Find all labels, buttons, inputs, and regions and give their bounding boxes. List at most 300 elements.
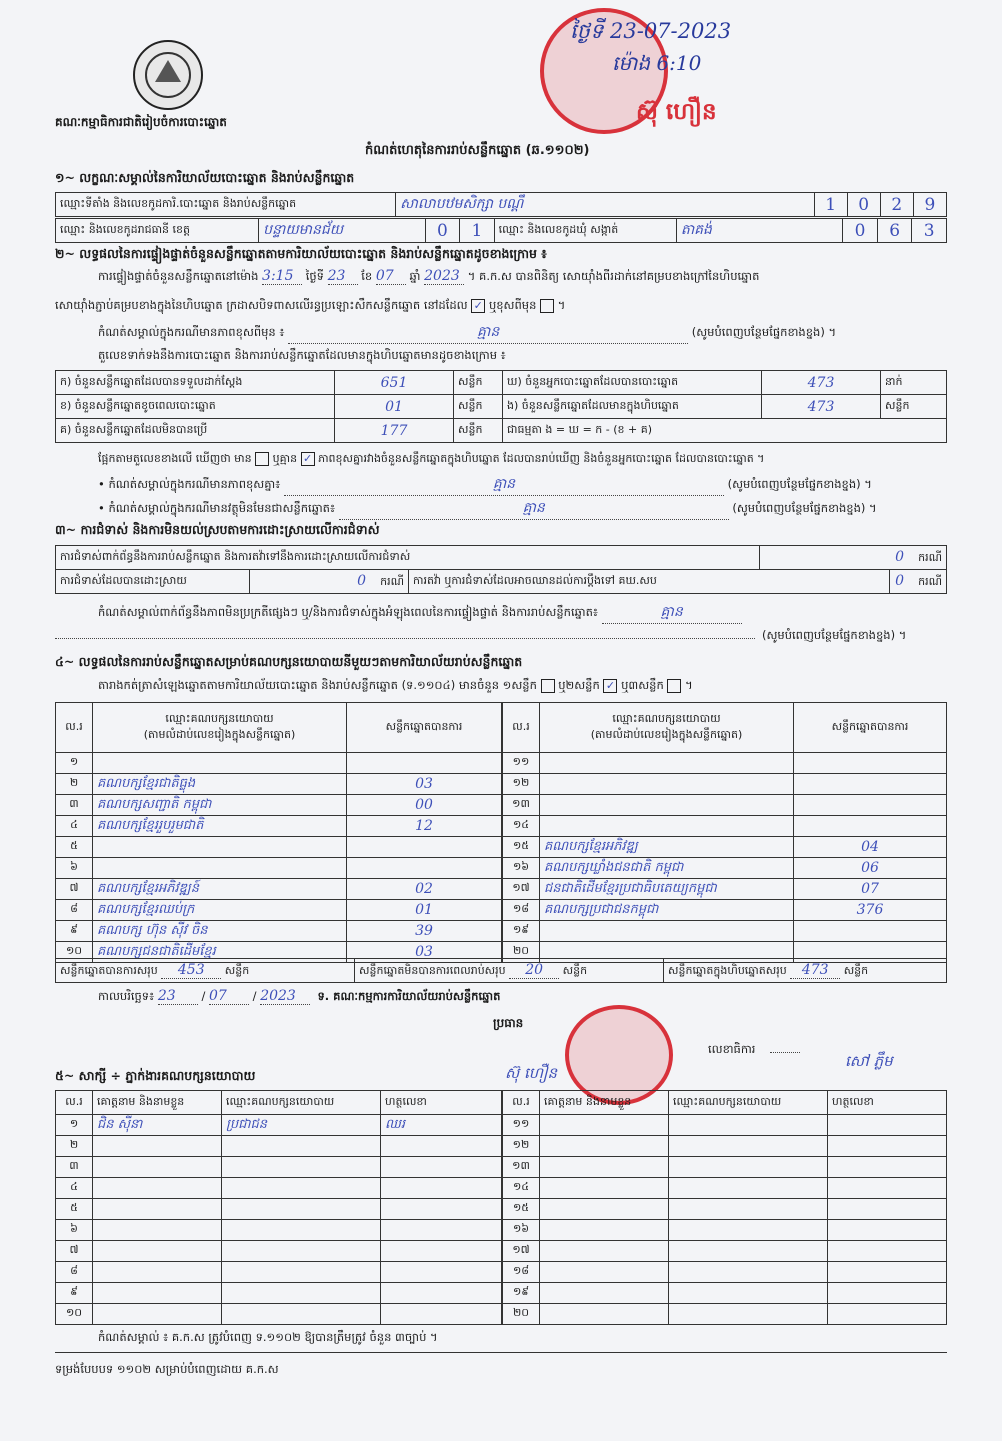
table-row bbox=[503, 1199, 947, 1220]
text: កំណត់សម្គាល់ពាក់ព័ន្ធនឹងភាពមិនប្រក្រតីផ្សេងៗ ឬ/និងការជំទាស់ក្នុងអំឡុងពេលនៃការផ្ទៀងផ្ទាត់ និងការរាប់សន្លឹកឆ្នោត៖ bbox=[98, 605, 598, 619]
table-row bbox=[503, 1136, 947, 1157]
empty-cell bbox=[540, 1304, 669, 1325]
witness-signature bbox=[381, 1304, 502, 1325]
chair-label: ប្រធាន bbox=[493, 1016, 524, 1030]
table-row bbox=[56, 879, 502, 900]
empty-cell bbox=[540, 1220, 669, 1241]
party-votes: 01 bbox=[347, 900, 502, 921]
col-party bbox=[540, 703, 794, 753]
appeal-label: ការតវ៉ា ឬការជំទាស់ដែលអាចឈានដល់ការប្ដឹងទៅ គឃ.សប bbox=[409, 570, 890, 594]
total-valid-cell bbox=[56, 959, 355, 983]
count-c-label: ង) ចំនួនសន្លឹកឆ្នោតដែលមានក្នុងហិបឆ្នោត bbox=[503, 395, 762, 419]
table-row bbox=[56, 1199, 502, 1220]
row-no: ១៦ bbox=[503, 858, 540, 879]
col-party bbox=[93, 703, 347, 753]
table-row bbox=[503, 795, 947, 816]
row-no: ១៨ bbox=[503, 1262, 540, 1283]
verify-year: 2023 bbox=[424, 268, 464, 285]
party-votes: 03 bbox=[347, 942, 502, 963]
count-ng-label: ឃ) ចំនួនអ្នកបោះឆ្នោតដែលបានបោះឆ្នោត bbox=[503, 371, 762, 395]
org-name: គណៈកម្មាធិការជាតិរៀបចំការបោះឆ្នោត bbox=[55, 115, 227, 129]
unit: សន្លឹក bbox=[454, 371, 503, 395]
unit: ករណី bbox=[380, 574, 404, 588]
party-name: គណបក្សខ្មែរអភិវឌ្ឍន៍ bbox=[93, 879, 347, 900]
note-value: គ្មាន bbox=[288, 322, 688, 344]
total-invalid-cell bbox=[355, 959, 664, 983]
text: (សូមបំពេញបន្ថែមផ្នែកខាងខ្នង) ។ bbox=[691, 325, 837, 339]
col-name: គោត្តនាម និងនាមខ្លួន bbox=[540, 1091, 669, 1115]
text: ភាពខុសគ្នារវាងចំនួនសន្លឹកឆ្នោតក្នុងហិបឆ្នោត ដែលបានរាប់ឃើញ និងចំនួនអ្នកបោះឆ្នោត ដែលបានបោះឆ្នោត ។ bbox=[318, 452, 765, 465]
site-value: សាលាបឋមសិក្សា បណ្ដឹ bbox=[396, 193, 814, 217]
text: ការផ្ទៀងផ្ទាត់ចំនួនសន្លឹកឆ្នោតនៅម៉ោង bbox=[98, 269, 259, 283]
table-row bbox=[503, 1157, 947, 1178]
appeal-value: 0 bbox=[895, 572, 905, 589]
text: • កំណត់សម្គាល់ក្នុងករណីមានវត្ថុមិនមែនជាសន្លឹកឆ្នោត៖ bbox=[98, 501, 336, 515]
date-year: 2023 bbox=[260, 988, 310, 1005]
objection-cell bbox=[759, 546, 946, 570]
row-no: ១៥ bbox=[503, 837, 540, 858]
changed-checkbox[interactable] bbox=[540, 299, 554, 313]
row-no: ១៤ bbox=[503, 1178, 540, 1199]
form-footer: ទម្រង់បែបបទ ១១០២ សម្រាប់បំពេញដោយ គ.ក.ស bbox=[55, 1362, 279, 1376]
empty-cell bbox=[828, 1304, 947, 1325]
party-votes bbox=[347, 858, 502, 879]
text: ឆ្នាំ bbox=[409, 269, 421, 283]
witness-party bbox=[222, 1157, 381, 1178]
section4-title: ៤~ លទ្ធផលនៃការរាប់សន្លឹកឆ្នោតសម្រាប់គណបក្សនយោបាយនីមួយៗតាមការិយាល័យរាប់សន្លឹកឆ្នោត bbox=[55, 654, 523, 669]
table-row bbox=[503, 921, 947, 942]
row-no: ៦ bbox=[56, 858, 93, 879]
col-no: ល.រ bbox=[56, 703, 93, 753]
party-votes bbox=[794, 795, 947, 816]
province-label: ឈ្មោះ និងលេខកូដរាជធានី ខេត្ត bbox=[56, 219, 259, 243]
row-no: ៩ bbox=[56, 921, 93, 942]
unit: សន្លឹក bbox=[881, 395, 947, 419]
row-no: ២ bbox=[56, 774, 93, 795]
table-row bbox=[503, 1220, 947, 1241]
total-invalid-label: សន្លឹកឆ្នោតមិនបានការពេលរាប់សរុប bbox=[359, 963, 506, 977]
empty-cell bbox=[669, 1157, 828, 1178]
row-no: ២០ bbox=[503, 1304, 540, 1325]
party-name: ជនជាតិដើមខ្មែរប្រជាធិបតេយ្យកម្ពុជា bbox=[540, 879, 794, 900]
row-no: ៣ bbox=[56, 795, 93, 816]
table-row bbox=[56, 816, 502, 837]
stamp-time: ម៉ោង 6:10 bbox=[612, 51, 702, 75]
table-row bbox=[56, 858, 502, 879]
row-no: ១២ bbox=[503, 774, 540, 795]
row-no: ៥ bbox=[56, 1199, 93, 1220]
col-party-sub: (តាមលំដាប់លេខរៀងក្នុងសន្លឹកឆ្នោត) bbox=[143, 727, 296, 741]
table-row bbox=[503, 816, 947, 837]
row-no: ៧ bbox=[56, 879, 93, 900]
table-row bbox=[56, 1157, 502, 1178]
row-no: ១ bbox=[56, 753, 93, 774]
text: (សូមបំពេញបន្ថែមផ្នែកខាងខ្នង) ។ bbox=[732, 501, 877, 515]
witness-table-left bbox=[55, 1090, 502, 1325]
empty-cell bbox=[540, 1136, 669, 1157]
unchanged-checkbox[interactable]: ✓ bbox=[471, 299, 485, 313]
commune-label: ឈ្មោះ និងលេខកូដឃុំ សង្កាត់ bbox=[494, 219, 676, 243]
diff-yes-checkbox[interactable] bbox=[255, 452, 269, 466]
text: កាលបរិច្ឆេទ៖ bbox=[98, 989, 155, 1003]
table-row bbox=[56, 1283, 502, 1304]
note-line bbox=[98, 322, 836, 344]
table-row bbox=[503, 1262, 947, 1283]
witness-party bbox=[222, 1136, 381, 1157]
unit: ករណី bbox=[918, 550, 942, 564]
counts-table bbox=[55, 370, 947, 443]
text: ឬ៣សន្លឹក bbox=[621, 678, 664, 692]
party-name: គណបក្សសញ្ជាតិ កម្ពុជា bbox=[93, 795, 347, 816]
text: ផ្អែកតាមតួលេខខាងលើ ឃើញថា មាន bbox=[98, 452, 252, 465]
party-votes: 06 bbox=[794, 858, 947, 879]
table-row bbox=[503, 1115, 947, 1136]
party-name bbox=[540, 816, 794, 837]
witness-name bbox=[93, 1157, 222, 1178]
party-votes bbox=[794, 816, 947, 837]
table-row bbox=[56, 1262, 502, 1283]
objection-note-value: គ្មាន bbox=[602, 602, 742, 624]
row-no: ៤ bbox=[56, 1178, 93, 1199]
col-no: ល.រ bbox=[56, 1091, 93, 1115]
difference-line bbox=[98, 452, 764, 468]
witness-signature bbox=[381, 1262, 502, 1283]
witness-name bbox=[93, 1262, 222, 1283]
emblem-icon bbox=[133, 40, 203, 110]
table-row bbox=[56, 774, 502, 795]
row-no: ១៣ bbox=[503, 795, 540, 816]
two-sheet-checkbox[interactable]: ✓ bbox=[603, 679, 617, 693]
secretary-label: លេខាធិការ bbox=[708, 1042, 756, 1056]
bullet1-line bbox=[98, 474, 872, 496]
site-code-digit: 2 bbox=[880, 193, 913, 217]
unit: សន្លឹក bbox=[454, 419, 503, 443]
empty-cell bbox=[828, 1220, 947, 1241]
row-no: ១១ bbox=[503, 753, 540, 774]
resolved-label: ការជំទាស់ដែលបានដោះស្រាយ bbox=[56, 570, 250, 594]
resolved-cell bbox=[250, 570, 409, 594]
section3-title: ៣~ ការជំទាស់ និងការមិនយល់ស្របតាមការដោះស្រាយលើការជំទាស់ bbox=[55, 522, 380, 537]
section2-title: ២~ លទ្ធផលនៃការផ្ទៀងផ្ទាត់ចំនួនសន្លឹកឆ្នោតតាមការិយាល័យបោះឆ្នោត និងរាប់សន្លឹកឆ្នោតដូចខាងក្រោម ៖ bbox=[55, 246, 547, 261]
table-row bbox=[503, 837, 947, 858]
col-party: ឈ្មោះគណបក្សនយោបាយ bbox=[669, 1091, 828, 1115]
row-no: ៦ bbox=[56, 1220, 93, 1241]
appeal-cell bbox=[889, 570, 946, 594]
party-name: គណបក្សជនជាតិដើមខ្មែរ bbox=[93, 942, 347, 963]
fill-hint: (សូមបំពេញបន្ថែមផ្នែកខាងខ្នង) ។ bbox=[762, 628, 907, 642]
one-sheet-checkbox[interactable] bbox=[541, 679, 555, 693]
count-kh-label: ខ) ចំនួនសន្លឹកឆ្នោតខូចពេលបោះឆ្នោត bbox=[56, 395, 335, 419]
table-row bbox=[56, 1220, 502, 1241]
party-votes: 39 bbox=[347, 921, 502, 942]
row-no: ១៥ bbox=[503, 1199, 540, 1220]
total-valid-label: សន្លឹកឆ្នោតបានការសរុប bbox=[60, 963, 158, 977]
col-party-title: ឈ្មោះគណបក្សនយោបាយ bbox=[165, 711, 274, 725]
witness-name: ជិន ស៊ីនា bbox=[93, 1115, 222, 1136]
table-row bbox=[56, 795, 502, 816]
text: ឬ២សន្លឹក bbox=[558, 678, 600, 692]
text: • កំណត់សម្គាល់ក្នុងករណីមានភាពខុសគ្នា៖ bbox=[98, 477, 281, 491]
total-invalid-value: 20 bbox=[509, 962, 559, 979]
verify-month: 07 bbox=[376, 268, 406, 285]
empty-cell bbox=[669, 1304, 828, 1325]
verify-time: 3:15 bbox=[262, 268, 302, 285]
footer-rule bbox=[55, 1352, 947, 1353]
section5-title: ៥~ សាក្សី ÷ ភ្នាក់ងារគណបក្សនយោបាយ bbox=[55, 1068, 256, 1083]
party-votes bbox=[347, 837, 502, 858]
count-intro: តួលេខទាក់ទងនឹងការបោះឆ្នោត និងការរាប់សន្លឹកឆ្នោតដែលមានក្នុងហិបឆ្នោតមានដូចខាងក្រោម ៖ bbox=[98, 348, 506, 362]
table-row bbox=[503, 753, 947, 774]
empty-cell bbox=[540, 1178, 669, 1199]
count-ng-value: 473 bbox=[762, 371, 881, 395]
count-kh-value: 01 bbox=[335, 395, 454, 419]
witness-party bbox=[222, 1241, 381, 1262]
total-box-label: សន្លឹកឆ្នោតក្នុងហិបឆ្នោតសរុប bbox=[668, 963, 787, 977]
row-no: ៨ bbox=[56, 900, 93, 921]
party-name bbox=[540, 753, 794, 774]
party-name: គណបក្សខ្មែរជាតិធ្លុង bbox=[93, 774, 347, 795]
totals-table bbox=[55, 958, 947, 983]
row-no: ១៨ bbox=[503, 900, 540, 921]
party-name: គណបក្សប្រជាជនកម្ពុជា bbox=[540, 900, 794, 921]
resolved-value: 0 bbox=[357, 572, 367, 589]
bullet2-line bbox=[98, 498, 877, 520]
table-row bbox=[56, 1115, 502, 1136]
site-code-digit: 9 bbox=[913, 193, 946, 217]
witness-signature bbox=[381, 1283, 502, 1304]
total-box-cell bbox=[664, 959, 947, 983]
row-no: ១៧ bbox=[503, 1241, 540, 1262]
row-no: ១៦ bbox=[503, 1220, 540, 1241]
party-votes: 12 bbox=[347, 816, 502, 837]
row-no: ២ bbox=[56, 1136, 93, 1157]
col-sign: ហត្ថលេខា bbox=[828, 1091, 947, 1115]
empty-cell bbox=[669, 1241, 828, 1262]
empty-cell bbox=[828, 1262, 947, 1283]
objection-note-blank bbox=[55, 638, 755, 639]
party-votes: 03 bbox=[347, 774, 502, 795]
text: ខែ bbox=[361, 269, 373, 283]
stamp-date: ថ្ងៃទី 23-07-2023 bbox=[570, 19, 732, 43]
col-no: ល.រ bbox=[503, 703, 540, 753]
party-votes: 04 bbox=[794, 837, 947, 858]
witness-name bbox=[93, 1136, 222, 1157]
verification-line bbox=[98, 268, 759, 286]
row-no: ៨ bbox=[56, 1262, 93, 1283]
unit: សន្លឹក bbox=[843, 963, 869, 977]
table-row bbox=[56, 1241, 502, 1262]
date-day: 23 bbox=[158, 988, 198, 1005]
witness-name bbox=[93, 1241, 222, 1262]
table-row bbox=[503, 900, 947, 921]
empty-cell bbox=[540, 1157, 669, 1178]
party-name bbox=[93, 837, 347, 858]
party-name bbox=[540, 921, 794, 942]
count-g-value: 177 bbox=[335, 419, 454, 443]
party-name: គណបក្សឃ្លាំងជនជាតិ កម្ពុជា bbox=[540, 858, 794, 879]
party-votes bbox=[794, 774, 947, 795]
unit: នាក់ bbox=[881, 371, 947, 395]
province-value: បន្ទាយមានជ័យ bbox=[259, 219, 425, 243]
results-table-right bbox=[502, 702, 947, 963]
section1-title: ១~ លក្ខណៈសម្គាល់នៃការិយាល័យបោះឆ្នោត និងរាប់សន្លឹកឆ្នោត bbox=[55, 170, 355, 185]
objection-note-line bbox=[98, 602, 742, 624]
count-c-value: 473 bbox=[762, 395, 881, 419]
empty-cell bbox=[669, 1262, 828, 1283]
date-line: កាលបរិច្ឆេទ៖ 23 / 07 / 2023 ទ. គណៈកម្មការការិយាល័យរាប់សន្លឹកឆ្នោត bbox=[98, 988, 501, 1004]
row-no: ៩ bbox=[56, 1283, 93, 1304]
three-sheet-checkbox[interactable] bbox=[667, 679, 681, 693]
empty-cell bbox=[540, 1283, 669, 1304]
total-valid-value: 453 bbox=[161, 962, 221, 979]
table-row bbox=[56, 1304, 502, 1325]
witness-name bbox=[93, 1283, 222, 1304]
witness-signature bbox=[381, 1241, 502, 1262]
witness-party bbox=[222, 1220, 381, 1241]
secretary-dots bbox=[770, 1052, 800, 1053]
witness-name bbox=[93, 1220, 222, 1241]
count-k-value: 651 bbox=[335, 371, 454, 395]
party-votes: 02 bbox=[347, 879, 502, 900]
row-no: ១ bbox=[56, 1115, 93, 1136]
text: ឬគ្មាន bbox=[272, 452, 298, 465]
text: ។ គ.ក.ស បានពិនិត្យ សោយ៉ាំងពីរដាក់នៅគម្របខាងក្រៅនៃហិបឆ្នោត bbox=[467, 269, 760, 283]
witness-party bbox=[222, 1262, 381, 1283]
diff-no-checkbox[interactable]: ✓ bbox=[301, 452, 315, 466]
witness-signature bbox=[381, 1199, 502, 1220]
witness-party bbox=[222, 1283, 381, 1304]
table-row bbox=[56, 900, 502, 921]
text: ថ្ងៃទី bbox=[305, 269, 324, 283]
witness-signature bbox=[381, 1220, 502, 1241]
table-row bbox=[503, 774, 947, 795]
empty-cell bbox=[669, 1220, 828, 1241]
table-row bbox=[56, 921, 502, 942]
tally-intro-line: តារាងកត់ត្រាសំឡេងឆ្នោតតាមការិយាល័យបោះឆ្នោត និងរាប់សន្លឹកឆ្នោត (ទ.១១០៤) មានចំនួន ១សន្លឹក ឬ២សន្លឹក ✓ ឬ៣សន្លឹក ។ bbox=[98, 678, 693, 692]
witness-party bbox=[222, 1199, 381, 1220]
province-code-digit: 1 bbox=[460, 219, 495, 243]
stamp-sign-name: ស៊ុ ហឿន bbox=[636, 99, 717, 125]
row-no: ១៩ bbox=[503, 1283, 540, 1304]
party-name: គណបក្សខ្មែររួបរួមជាតិ bbox=[93, 816, 347, 837]
col-name: គោត្តនាម និងនាមខ្លួន bbox=[93, 1091, 222, 1115]
empty-cell bbox=[828, 1199, 947, 1220]
empty-cell bbox=[828, 1136, 947, 1157]
witness-signature bbox=[381, 1157, 502, 1178]
party-name: គណបក្សខ្មែរអភិវឌ្ឍ bbox=[540, 837, 794, 858]
table-row bbox=[503, 858, 947, 879]
party-name bbox=[93, 858, 347, 879]
row-no: ៧ bbox=[56, 1241, 93, 1262]
commune-value: តាគង់ bbox=[676, 219, 842, 243]
count-k-label: ក) ចំនួនសន្លឹកឆ្នោតដែលបានទទួលដាក់ស្ដែង bbox=[56, 371, 335, 395]
empty-cell bbox=[828, 1178, 947, 1199]
row-no: ១៤ bbox=[503, 816, 540, 837]
party-name bbox=[540, 795, 794, 816]
table-row bbox=[56, 753, 502, 774]
col-votes: សន្លឹកឆ្នោតបានការ bbox=[347, 703, 502, 753]
committee-label: ទ. គណៈកម្មការការិយាល័យរាប់សន្លឹកឆ្នោត bbox=[317, 989, 501, 1003]
col-party-title: ឈ្មោះគណបក្សនយោបាយ bbox=[612, 711, 721, 725]
empty-cell bbox=[540, 1199, 669, 1220]
party-votes bbox=[794, 753, 947, 774]
party-name bbox=[540, 774, 794, 795]
table-row bbox=[503, 879, 947, 900]
objection-value: 0 bbox=[895, 548, 905, 565]
count-g-label: គ) ចំនួនសន្លឹកឆ្នោតដែលមិនបានប្រើ bbox=[56, 419, 335, 443]
diff-note-value: គ្មាន bbox=[284, 474, 724, 496]
results-table-left bbox=[55, 702, 502, 963]
footnote: កំណត់សម្គាល់ ៖ គ.ក.ស ត្រូវបំពេញ ទ.១១០២ ឱ្យបានត្រឹមត្រូវ ចំនួន ៣ច្បាប់ ។ bbox=[98, 1330, 438, 1344]
witness-signature bbox=[381, 1136, 502, 1157]
empty-cell bbox=[828, 1115, 947, 1136]
party-name bbox=[93, 753, 347, 774]
row-no: ៤ bbox=[56, 816, 93, 837]
row-no: ១៩ bbox=[503, 921, 540, 942]
unit: សន្លឹក bbox=[562, 963, 588, 977]
text: តារាងកត់ត្រាសំឡេងឆ្នោតតាមការិយាល័យបោះឆ្នោត និងរាប់សន្លឹកឆ្នោត (ទ.១១០៤) មានចំនួន ១សន្លឹក bbox=[98, 678, 537, 692]
commune-code-digit: 3 bbox=[912, 219, 947, 243]
table-row bbox=[503, 1283, 947, 1304]
site-label: ឈ្មោះទីតាំង និងលេខកូដការិ.បោះឆ្នោត និងរាប់សន្លឹកឆ្នោត bbox=[56, 193, 396, 217]
witness-name bbox=[93, 1178, 222, 1199]
party-votes: 00 bbox=[347, 795, 502, 816]
section1-table bbox=[55, 192, 947, 217]
row-no: ១១ bbox=[503, 1115, 540, 1136]
foreign-object-note-value: គ្មាន bbox=[339, 498, 729, 520]
witness-name bbox=[93, 1304, 222, 1325]
col-sign: ហត្ថលេខា bbox=[381, 1091, 502, 1115]
empty-cell bbox=[828, 1241, 947, 1262]
party-votes bbox=[347, 753, 502, 774]
document-title: កំណត់ហេតុនៃការរាប់សន្លឹកឆ្នោត (ឆ.១១០២) bbox=[365, 143, 590, 158]
chair-signature-name: ស៊ុ ហឿន bbox=[505, 1064, 558, 1082]
unit: ករណី bbox=[918, 574, 942, 588]
witness-signature: ឈរ bbox=[381, 1115, 502, 1136]
total-box-value: 473 bbox=[790, 962, 840, 979]
table-row bbox=[503, 1241, 947, 1262]
empty-cell bbox=[669, 1199, 828, 1220]
verify-day: 23 bbox=[328, 268, 358, 285]
objections-table bbox=[55, 545, 947, 594]
province-code-digit: 0 bbox=[425, 219, 460, 243]
party-votes: 07 bbox=[794, 879, 947, 900]
empty-cell bbox=[828, 1283, 947, 1304]
date-month: 07 bbox=[209, 988, 249, 1005]
witness-party bbox=[222, 1178, 381, 1199]
section1-table-row2 bbox=[55, 218, 947, 243]
witness-name bbox=[93, 1199, 222, 1220]
unit: សន្លឹក bbox=[224, 963, 250, 977]
party-name: គណបក្សខ្មែរឈប់ក្រ bbox=[93, 900, 347, 921]
row-no: ២០ bbox=[503, 942, 540, 963]
row-no: ១៧ bbox=[503, 879, 540, 900]
text: សោយ៉ាំងភ្ជាប់គម្របខាងក្នុងនៃហិបឆ្នោត ក្រដាសបិទពាសលើរន្ធប្រឡោះសឹកសន្លឹកឆ្នោត នៅដដែល bbox=[55, 298, 468, 312]
row-no: ១០ bbox=[56, 942, 93, 963]
empty-cell bbox=[669, 1136, 828, 1157]
unit: សន្លឹក bbox=[454, 395, 503, 419]
empty-cell bbox=[540, 1262, 669, 1283]
row-no: ១២ bbox=[503, 1136, 540, 1157]
commune-code-digit: 6 bbox=[877, 219, 912, 243]
empty-cell bbox=[669, 1178, 828, 1199]
seal-line: សោយ៉ាំងភ្ជាប់គម្របខាងក្នុងនៃហិបឆ្នោត ក្រដាសបិទពាសលើរន្ធប្រឡោះសឹកសន្លឹកឆ្នោត នៅដដែល ✓ ឬខុសពីមុន ។ bbox=[55, 298, 566, 312]
table-row bbox=[503, 1178, 947, 1199]
site-code-digit: 0 bbox=[847, 193, 880, 217]
col-no: ល.រ bbox=[503, 1091, 540, 1115]
empty-cell bbox=[669, 1115, 828, 1136]
col-party-sub: (តាមលំដាប់លេខរៀងក្នុងសន្លឹកឆ្នោត) bbox=[590, 727, 743, 741]
